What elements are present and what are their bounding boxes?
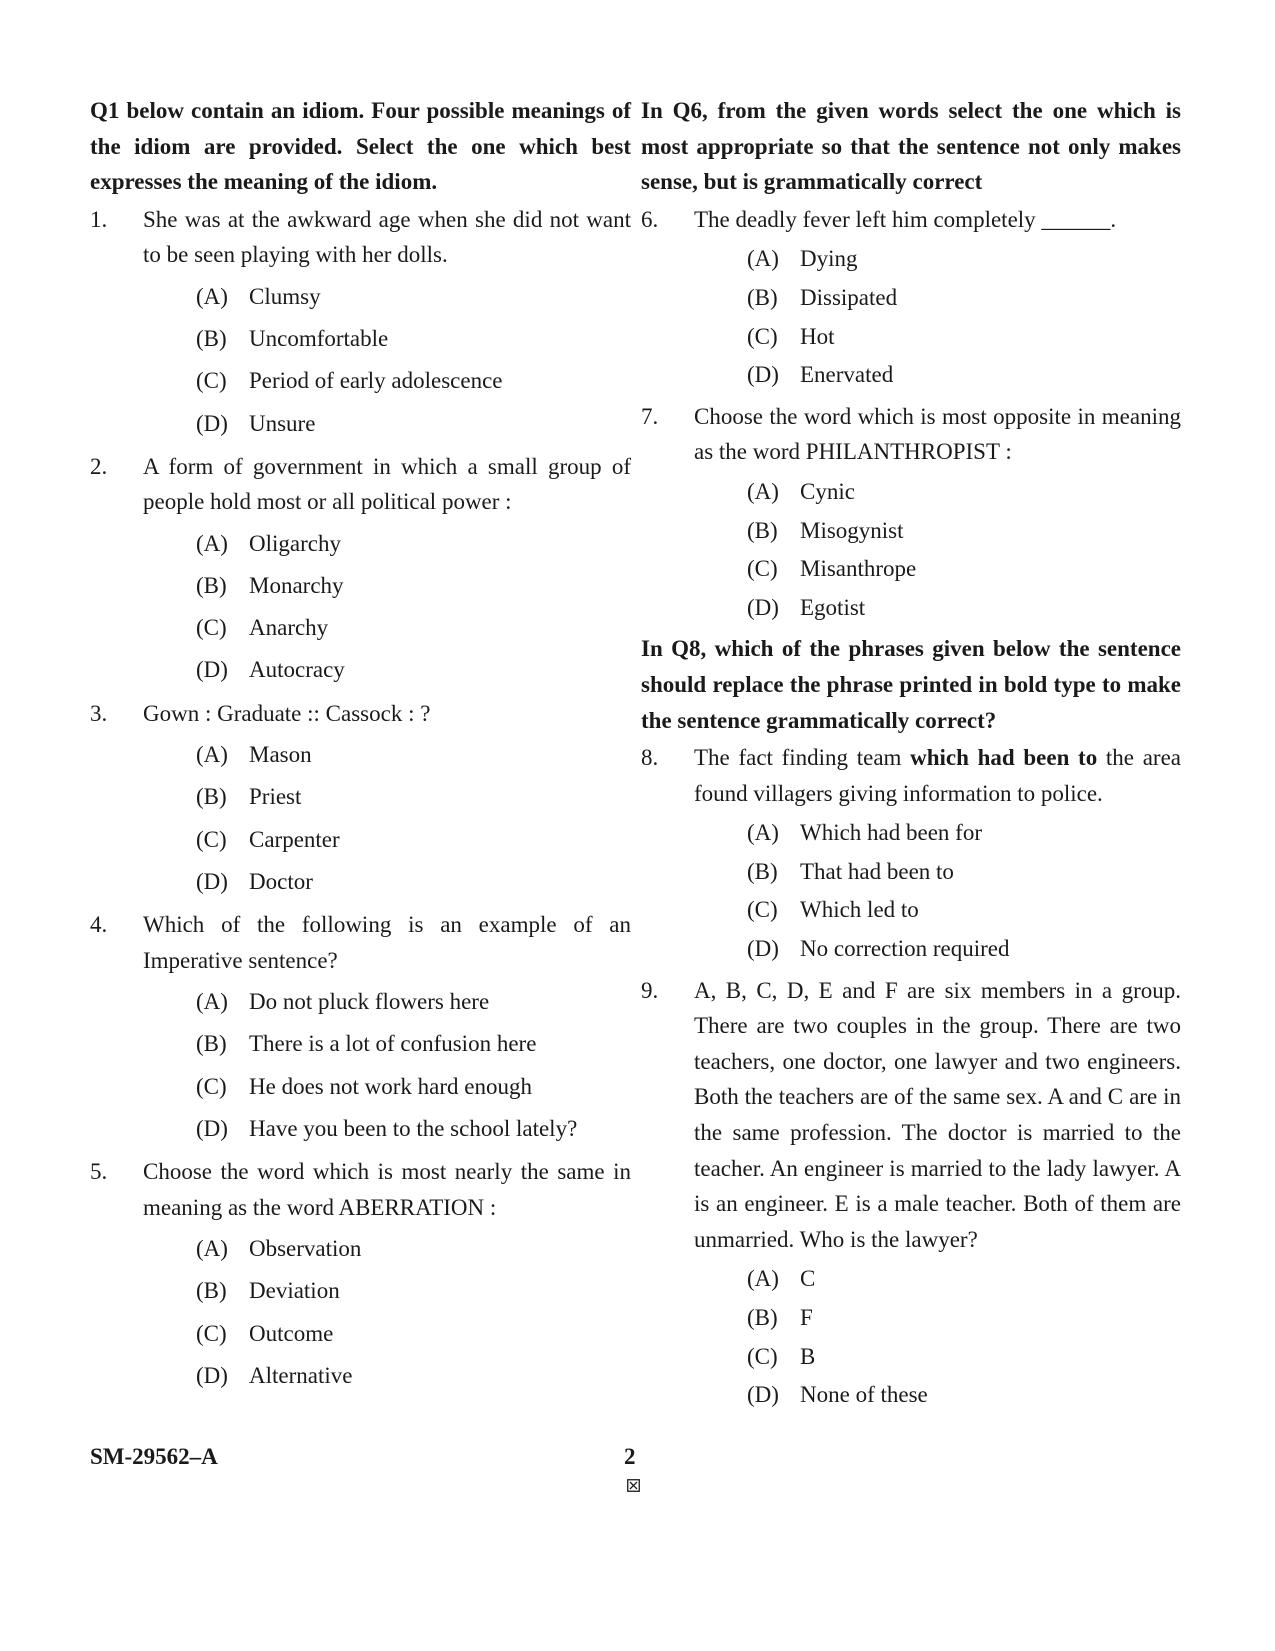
option-text: Hot	[800, 323, 835, 349]
option-text: No correction required	[800, 936, 1010, 962]
option-text: That had been to	[800, 858, 954, 884]
option-letter: (C)	[196, 826, 227, 852]
left-column	[90, 93, 631, 1401]
question-9	[641, 973, 1181, 1415]
option-letter: (A)	[747, 478, 779, 504]
question-3	[90, 696, 631, 903]
bold-phrase: which had been to	[910, 745, 1098, 771]
option-letter: (C)	[747, 897, 778, 923]
option-text: Priest	[249, 784, 302, 810]
option-letter: (D)	[196, 1115, 228, 1141]
option-text: There is a lot of confusion here	[249, 1031, 537, 1057]
option-text: Deviation	[249, 1278, 340, 1304]
option-text: Observation	[249, 1236, 362, 1262]
option-text: Unsure	[249, 410, 316, 436]
option-b	[694, 512, 1181, 551]
question-text-before: The fact finding team	[694, 745, 911, 771]
option-letter: (D)	[747, 594, 779, 620]
option-text: Which had been for	[800, 820, 983, 846]
question-number: 6.	[641, 206, 659, 232]
option-d	[143, 403, 631, 445]
question-4	[90, 907, 631, 1150]
option-text: B	[800, 1343, 816, 1369]
option-d	[694, 930, 1181, 969]
option-c	[143, 360, 631, 402]
question-text: A form of government in which a small group of people hold most or all political power :	[143, 453, 631, 515]
question-6	[641, 202, 1181, 395]
option-b	[694, 279, 1181, 318]
option-letter: (D)	[196, 657, 228, 683]
option-text: Period of early adolescence	[249, 368, 503, 394]
option-text: Uncomfortable	[249, 326, 389, 352]
right-column	[641, 93, 1181, 1419]
option-text: Dissipated	[800, 284, 898, 310]
option-d	[143, 1355, 631, 1397]
option-letter: (D)	[196, 868, 228, 894]
option-text: Outcome	[249, 1320, 334, 1346]
options-list	[143, 276, 631, 445]
options-list	[694, 814, 1181, 968]
option-letter: (B)	[196, 1031, 227, 1057]
question-text: A, B, C, D, E and F are six members in a group. There are two couples in the group. There are two teachers, one doctor, one lawyer and two engineers. Both the teachers are of the same sex. A and C are in the same profession. The doctor is married to the teacher. An engineer is married to the lady lawyer. A is an engineer. E is a male teacher. Both of them are unmarried. Who is the lawyer?	[694, 977, 1181, 1252]
option-text: F	[800, 1305, 813, 1330]
option-b	[694, 853, 1181, 892]
option-letter: (B)	[196, 1278, 227, 1304]
instruction-q6: In Q6, from the given words select the one which is most appropriate so that the sentence not only makes sense, but is grammatically correct	[641, 98, 1181, 195]
option-letter: (D)	[196, 1362, 228, 1388]
option-a	[694, 473, 1181, 512]
option-letter: (A)	[196, 283, 228, 309]
option-b	[143, 565, 631, 607]
option-text: Doctor	[249, 868, 313, 894]
question-text-after: the area found villagers giving information to police.	[694, 745, 1181, 806]
option-letter: (B)	[747, 284, 778, 310]
question-7	[641, 399, 1181, 628]
option-a	[694, 814, 1181, 853]
option-letter: (B)	[747, 1305, 778, 1330]
question-5	[90, 1154, 631, 1397]
question-8	[641, 740, 1181, 969]
option-text: Mason	[249, 742, 312, 768]
option-letter: (A)	[196, 1236, 228, 1262]
option-text: Oligarchy	[249, 530, 341, 556]
option-c	[143, 819, 631, 861]
question-text	[694, 740, 1181, 811]
instruction-q8: In Q8, which of the phrases given below the sentence should replace the phrase printed in bold type to make the sentence grammatically correct?	[641, 636, 1181, 733]
option-letter: (C)	[747, 1343, 778, 1369]
option-b	[694, 1299, 1181, 1338]
option-letter: (C)	[196, 368, 227, 394]
option-letter: (C)	[747, 556, 778, 582]
option-d	[694, 1376, 1181, 1415]
option-letter: (A)	[196, 989, 228, 1015]
option-text: Do not pluck flowers here	[249, 989, 490, 1015]
option-d	[694, 589, 1181, 628]
option-letter: (B)	[196, 784, 227, 810]
option-letter: (D)	[747, 362, 779, 388]
option-d	[143, 861, 631, 903]
boxed-x-icon	[627, 1479, 640, 1492]
question-number: 7.	[641, 403, 659, 429]
question-number: 3.	[90, 700, 108, 726]
option-text: Anarchy	[249, 615, 329, 641]
option-c	[694, 1338, 1181, 1377]
option-text: Misogynist	[800, 517, 904, 543]
option-text: Enervated	[800, 362, 894, 388]
option-a	[143, 734, 631, 776]
question-number: 5.	[90, 1158, 108, 1184]
option-letter: (B)	[747, 858, 778, 884]
question-1	[90, 202, 631, 445]
options-list	[694, 240, 1181, 394]
option-text: Clumsy	[249, 283, 321, 309]
option-b	[143, 776, 631, 818]
paper-code: SM-29562–A	[90, 1444, 218, 1469]
option-letter: (D)	[747, 1382, 779, 1408]
option-text: Which led to	[800, 897, 919, 923]
option-d	[143, 1108, 631, 1150]
option-c	[694, 318, 1181, 357]
option-letter: (A)	[747, 1266, 779, 1292]
option-letter: (D)	[196, 410, 228, 436]
option-a	[143, 1228, 631, 1270]
option-letter: (C)	[196, 1073, 227, 1099]
question-number: 2.	[90, 453, 108, 479]
option-letter: (B)	[747, 517, 778, 543]
question-text: Gown : Graduate :: Cassock : ?	[143, 700, 431, 726]
option-a	[143, 523, 631, 565]
option-text: Cynic	[800, 478, 855, 504]
option-text: Alternative	[249, 1362, 353, 1388]
option-text: He does not work hard enough	[249, 1073, 532, 1099]
option-text: Autocracy	[249, 657, 345, 683]
option-c	[694, 891, 1181, 930]
option-letter: (A)	[196, 742, 228, 768]
option-letter: (D)	[747, 936, 779, 962]
option-b	[143, 1023, 631, 1065]
options-list	[143, 523, 631, 692]
option-letter: (C)	[747, 323, 778, 349]
options-list	[143, 981, 631, 1150]
question-number: 8.	[641, 745, 659, 771]
option-letter: (A)	[196, 530, 228, 556]
option-text: Misanthrope	[800, 556, 917, 582]
option-text: Have you been to the school lately?	[249, 1115, 578, 1141]
option-text: Carpenter	[249, 826, 340, 852]
option-text: None of these	[800, 1382, 928, 1408]
option-letter: (B)	[196, 326, 227, 352]
question-text: Which of the following is an example of an Imperative sentence?	[143, 912, 631, 973]
option-letter: (C)	[196, 615, 227, 641]
option-text: Egotist	[800, 594, 866, 620]
option-letter: (A)	[747, 820, 779, 846]
question-number: 9.	[641, 977, 659, 1003]
options-list	[143, 1228, 631, 1397]
option-b	[143, 318, 631, 360]
question-text: Choose the word which is most nearly the same in meaning as the word ABERRATION :	[143, 1158, 631, 1220]
options-list	[694, 1260, 1181, 1414]
question-text: Choose the word which is most opposite in meaning as the word PHILANTHROPIST :	[694, 403, 1181, 465]
option-c	[143, 1313, 631, 1355]
option-letter: (B)	[196, 573, 227, 599]
option-a	[694, 240, 1181, 279]
option-d	[694, 356, 1181, 395]
question-text: She was at the awkward age when she did not want to be seen playing with her dolls.	[143, 206, 631, 268]
page-number: 2	[624, 1444, 636, 1469]
question-2	[90, 449, 631, 692]
option-text: Dying	[800, 246, 858, 272]
option-letter: (C)	[196, 1320, 227, 1346]
option-text: Monarchy	[249, 573, 344, 599]
question-text: The deadly fever left him completely ______.	[694, 206, 1117, 232]
question-number: 4.	[90, 912, 108, 937]
question-number: 1.	[90, 206, 108, 232]
option-a	[143, 981, 631, 1023]
instruction-q1: Q1 below contain an idiom. Four possible meanings of the idiom are provided. Select the one which best expresses the meaning of the idiom.	[90, 98, 631, 195]
option-d	[143, 649, 631, 691]
option-letter: (A)	[747, 246, 779, 272]
option-c	[143, 607, 631, 649]
option-c	[694, 550, 1181, 589]
options-list	[143, 734, 631, 903]
option-b	[143, 1270, 631, 1312]
option-text: C	[800, 1266, 816, 1292]
option-a	[694, 1260, 1181, 1299]
option-c	[143, 1066, 631, 1108]
option-a	[143, 276, 631, 318]
options-list	[694, 473, 1181, 627]
